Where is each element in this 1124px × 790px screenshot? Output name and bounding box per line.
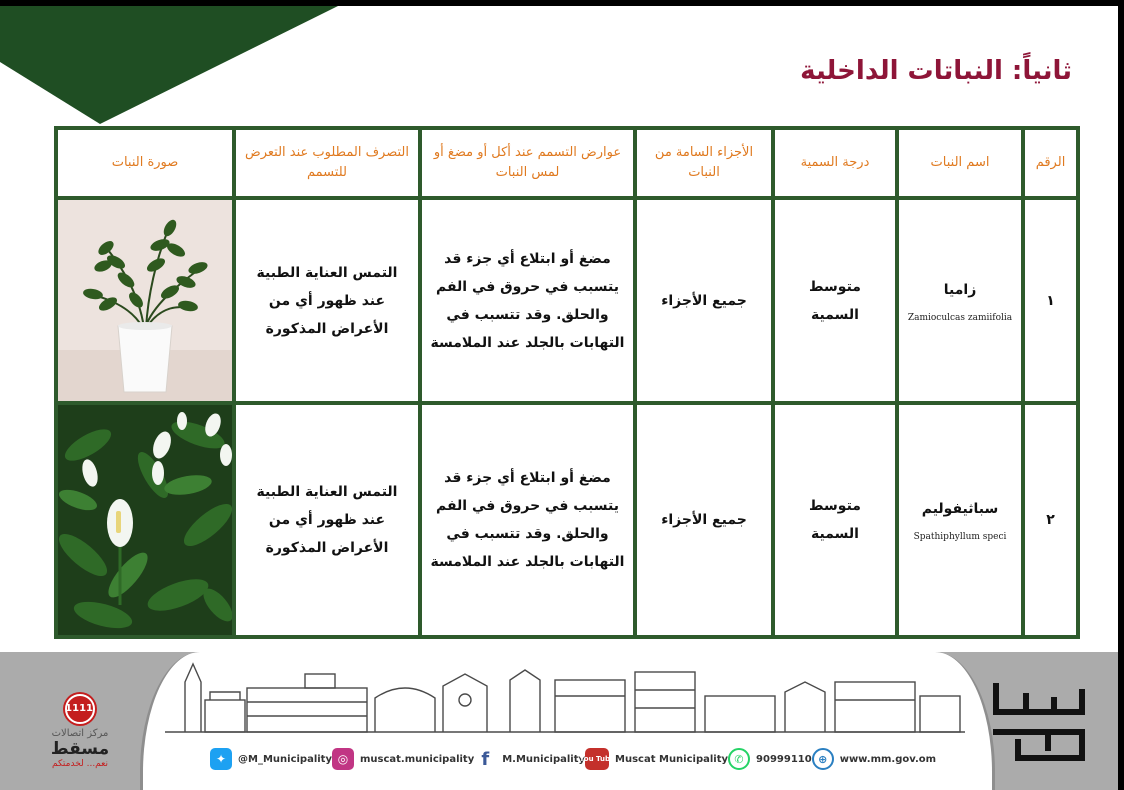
required-action: التمس العناية الطبية عند ظهور أي من الأعراض المذكورة — [234, 198, 420, 403]
social-label: M.Municipality — [502, 753, 586, 765]
required-action: التمس العناية الطبية عند ظهور أي من الأعراض المذكورة — [234, 403, 420, 637]
header-parts: الأجزاء السامة من النبات — [635, 128, 773, 198]
plants-table — [54, 126, 1080, 639]
social-website[interactable] — [812, 748, 936, 770]
instagram-icon: ◎ — [332, 748, 354, 770]
call-center-badge: 1111 — [65, 694, 95, 724]
social-label: 90999110 — [756, 753, 812, 765]
toxic-parts: جميع الأجزاء — [635, 198, 773, 403]
toxicity-degree: متوسط السمية — [773, 198, 897, 403]
scientific-name: Spathiphyllum speci — [913, 532, 1007, 542]
page-title: ثانياً: النباتات الداخلية — [800, 56, 1072, 86]
header-num: الرقم — [1023, 128, 1078, 198]
call-center-logo — [20, 694, 140, 778]
header-name: اسم النبات — [897, 128, 1023, 198]
header-action: التصرف المطلوب عند التعرض للتسمم — [234, 128, 420, 198]
page — [0, 6, 1118, 790]
social-whatsapp[interactable] — [728, 748, 812, 770]
plant-name-cell — [897, 403, 1023, 637]
symptoms: مضغ أو ابتلاع أي جزء قد يتسبب في حروق في الفم والحلق. وقد تتسبب في التهابات بالجلد عند الملامسة — [420, 198, 635, 403]
call-center-line1: مركز اتصالات — [51, 728, 109, 739]
call-center-tagline: نعم... لخدمتكم — [51, 759, 109, 769]
muscat-municipality-logo — [978, 676, 1098, 776]
social-instagram[interactable] — [332, 748, 474, 770]
row-num: ٢ — [1023, 403, 1078, 637]
whatsapp-icon: ✆ — [728, 748, 750, 770]
facebook-icon: f — [474, 748, 496, 770]
corner-decoration — [0, 6, 340, 126]
web-icon: ⊕ — [812, 748, 834, 770]
scientific-name: Zamioculcas zamiifolia — [907, 312, 1013, 323]
plant-name: زاميا — [943, 281, 977, 298]
muscat-skyline-illustration — [165, 652, 965, 734]
table-header-row — [56, 128, 1078, 198]
zamioculcas-plant-image — [58, 200, 232, 401]
social-label: muscat.municipality — [359, 753, 475, 765]
social-facebook[interactable] — [474, 748, 585, 770]
header-image: صورة النبات — [56, 128, 234, 198]
plant-name: سباثيفوليم — [921, 501, 999, 517]
toxicity-degree: متوسط السمية — [773, 403, 897, 637]
symptoms: مضغ أو ابتلاع أي جزء قد يتسبب في حروق في الفم والحلق. وقد تتسبب في التهابات بالجلد عند الملامسة — [420, 403, 635, 637]
row-num: ١ — [1023, 198, 1078, 403]
header-symptoms: عوارض التسمم عند أكل أو مضغ أو لمس النبات — [420, 128, 635, 198]
social-youtube[interactable] — [579, 748, 729, 770]
peace-lily-plant-image — [58, 405, 232, 635]
social-label: www.mm.gov.om — [839, 753, 937, 765]
social-links-bar — [210, 744, 937, 774]
toxic-parts: جميع الأجزاء — [635, 403, 773, 637]
plant-image-cell — [56, 198, 234, 403]
header-degree: درجة السمية — [773, 128, 897, 198]
social-label: Muscat Municipality — [615, 753, 729, 765]
call-center-line2: مسقط — [50, 739, 110, 759]
plant-image-cell — [56, 403, 234, 637]
table-row — [56, 403, 1078, 637]
social-label: @M_Municipality — [238, 753, 332, 765]
plant-name-cell — [897, 198, 1023, 403]
youtube-icon: You Tube — [585, 748, 609, 770]
table-row — [56, 198, 1078, 403]
twitter-icon: ✦ — [210, 748, 232, 770]
social-twitter[interactable] — [210, 748, 332, 770]
